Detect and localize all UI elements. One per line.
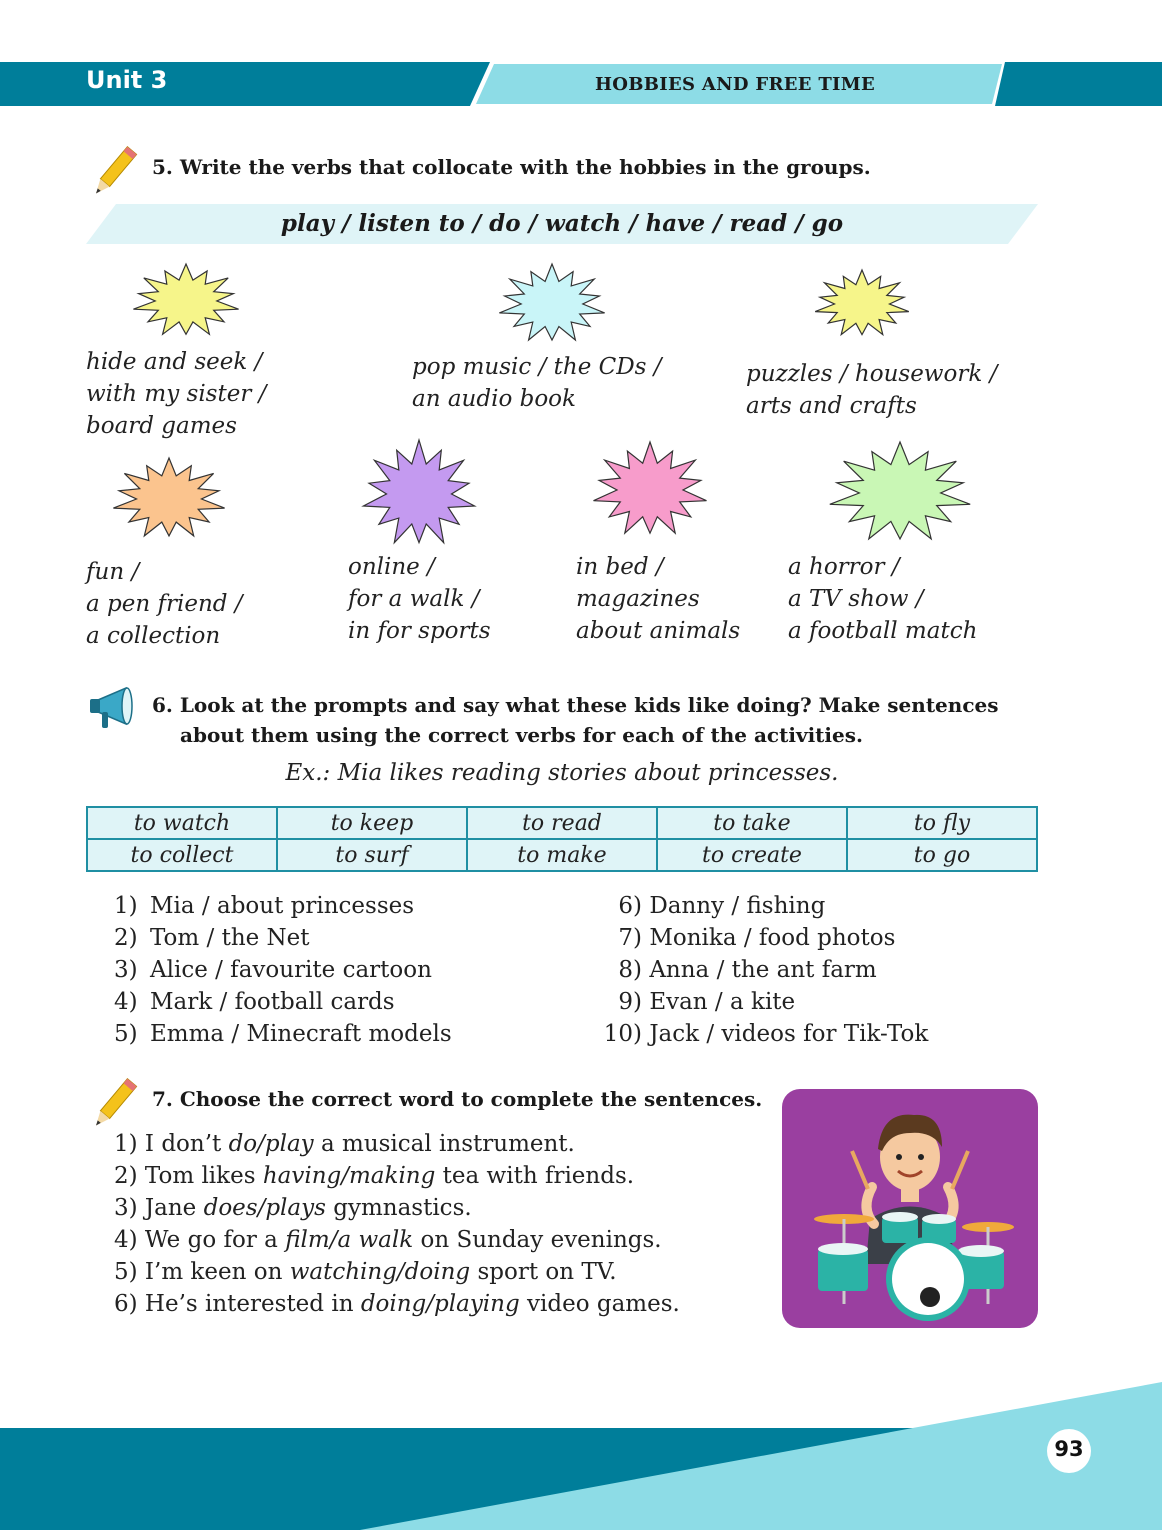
- starburst-icon: [110, 456, 228, 542]
- unit-title: HOBBIES AND FREE TIME: [594, 74, 876, 95]
- table-row: [87, 839, 1037, 871]
- page-number: 93: [1054, 1437, 1084, 1461]
- hobby-line: a pen friend /: [86, 591, 243, 617]
- hobby-line: a football match: [788, 618, 978, 644]
- hobby-line: in for sports: [348, 618, 491, 644]
- hobby-line: arts and crafts: [746, 393, 917, 419]
- hobby-line: a TV show /: [788, 586, 924, 612]
- hobby-line: hide and seek /: [86, 349, 263, 375]
- list-item: 5) Emma / Minecraft models: [114, 1021, 452, 1047]
- list-item: 10) Jack / videos for Tik-Tok: [603, 1021, 929, 1047]
- hobby-line: fun /: [86, 559, 140, 585]
- table-row: [87, 807, 1037, 839]
- pencil-icon: [86, 1074, 142, 1134]
- hobby-line: a horror /: [788, 554, 900, 580]
- ex7-instruction: 7. Choose the correct word to complete the sentences.: [152, 1087, 763, 1111]
- hobby-group-2: [412, 351, 662, 415]
- hobby-line: puzzles / housework /: [746, 361, 998, 387]
- drummer-illustration: [782, 1089, 1038, 1328]
- starburst-icon: [590, 440, 710, 540]
- ex5-instruction: 5. Write the verbs that collocate with the hobbies in the groups.: [152, 155, 871, 179]
- list-item: 3) Jane does/plays gymnastics.: [114, 1195, 472, 1221]
- table-cell: to create: [657, 839, 847, 871]
- hobby-line: an audio book: [412, 386, 576, 412]
- hobby-line: board games: [86, 413, 237, 439]
- unit-label: Unit 3: [86, 66, 168, 94]
- hobby-line: pop music / the CDs /: [412, 354, 662, 380]
- hobby-line: a collection: [86, 623, 221, 649]
- list-item: 2) Tom / the Net: [114, 925, 310, 951]
- table-cell: to go: [847, 839, 1037, 871]
- verb-list: play / listen to / do / watch / have / read / go: [280, 210, 844, 237]
- ex6-instruction-line1: 6. Look at the prompts and say what these kids like doing? Make sentences: [152, 693, 999, 717]
- pencil-icon: [86, 142, 142, 202]
- table-cell: to keep: [277, 807, 467, 839]
- list-item: 4) Mark / football cards: [114, 989, 395, 1015]
- list-item: 4) We go for a film/a walk on Sunday evenings.: [114, 1227, 662, 1253]
- verbs-table: [86, 806, 1038, 872]
- starburst-icon: [812, 268, 912, 340]
- list-item: 1) I don’t do/play a musical instrument.: [114, 1131, 575, 1157]
- hobby-group-4: [86, 556, 243, 652]
- starburst-icon: [360, 438, 478, 550]
- ex6-example: Ex.: Mia likes reading stories about princesses.: [285, 760, 839, 786]
- list-item: 7) Monika / food photos: [618, 925, 896, 951]
- table-cell: to fly: [847, 807, 1037, 839]
- list-item: 2) Tom likes having/making tea with friends.: [114, 1163, 635, 1189]
- table-cell: to collect: [87, 839, 277, 871]
- list-item: 6) He’s interested in doing/playing video games.: [114, 1291, 680, 1317]
- starburst-icon: [826, 440, 974, 546]
- hobby-line: magazines: [576, 586, 700, 612]
- table-cell: to make: [467, 839, 657, 871]
- hobby-line: with my sister /: [86, 381, 267, 407]
- prompts-right: [594, 890, 928, 1050]
- hobby-group-6: [576, 551, 740, 647]
- hobby-line: online /: [348, 554, 435, 580]
- prompts-left: [114, 890, 452, 1050]
- hobby-line: for a walk /: [348, 586, 480, 612]
- hobby-group-5: [348, 551, 491, 647]
- megaphone-icon: [88, 684, 140, 732]
- starburst-icon: [496, 262, 608, 346]
- table-cell: to watch: [87, 807, 277, 839]
- list-item: 8) Anna / the ant farm: [618, 957, 877, 983]
- list-item: 3) Alice / favourite cartoon: [114, 957, 432, 983]
- hobby-group-3: [746, 358, 997, 422]
- list-item: 5) I’m keen on watching/doing sport on TV.: [114, 1259, 617, 1285]
- starburst-icon: [130, 262, 242, 340]
- hobby-group-1: [86, 346, 266, 442]
- list-item: 6) Danny / fishing: [618, 893, 826, 919]
- table-cell: to take: [657, 807, 847, 839]
- list-item: 9) Evan / a kite: [618, 989, 796, 1015]
- footer-band: [0, 1380, 1162, 1530]
- hobby-group-7: [788, 551, 977, 647]
- table-cell: to read: [467, 807, 657, 839]
- list-item: 1) Mia / about princesses: [114, 893, 415, 919]
- table-cell: to surf: [277, 839, 467, 871]
- ex6-instruction-line2: about them using the correct verbs for each of the activities.: [180, 723, 863, 747]
- hobby-line: about animals: [576, 618, 741, 644]
- hobby-line: in bed /: [576, 554, 664, 580]
- ex7-sentences: [114, 1128, 680, 1320]
